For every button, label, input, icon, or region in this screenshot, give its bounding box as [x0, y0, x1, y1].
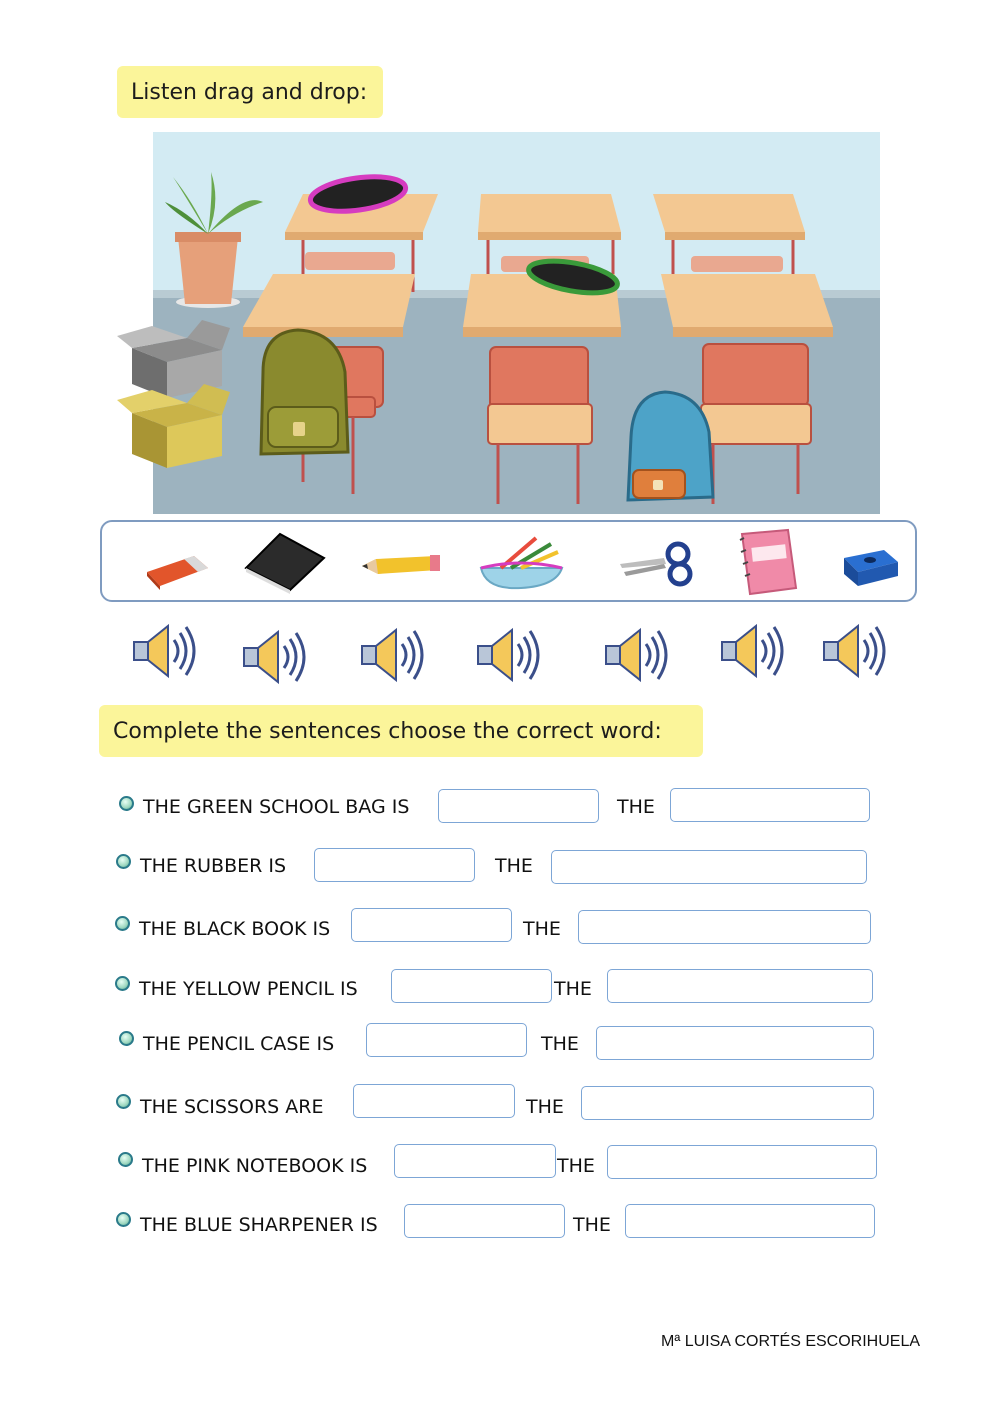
the-label: THE [557, 1155, 595, 1177]
author-credit: Mª LUISA CORTÉS ESCORIHUELA [661, 1333, 921, 1350]
draggable-items-tray [100, 520, 917, 602]
speaker-icon[interactable] [716, 620, 786, 682]
answer-blank-object[interactable] [596, 1026, 874, 1060]
radio-bullet[interactable] [119, 1031, 134, 1046]
drop-boxes [112, 318, 232, 478]
pencil-case-icon[interactable] [476, 528, 566, 596]
drag-drop-instruction-text: Listen drag and drop: [131, 79, 368, 105]
answer-blank-object[interactable] [578, 910, 871, 944]
sentence-text: THE RUBBER IS [140, 855, 287, 877]
sentence-text: THE YELLOW PENCIL IS [139, 978, 358, 1000]
the-label: THE [523, 918, 561, 940]
answer-blank-object[interactable] [607, 1145, 877, 1179]
speaker-icon[interactable] [472, 624, 542, 686]
grey-box-icon[interactable] [117, 320, 230, 398]
yellow-pencil-icon[interactable] [356, 528, 446, 596]
rubber-icon[interactable] [132, 528, 222, 596]
green-school-bag-icon [261, 330, 348, 454]
sentence-text: THE BLACK BOOK IS [139, 918, 331, 940]
pink-notebook-icon[interactable] [724, 528, 814, 596]
answer-blank-position[interactable] [314, 848, 475, 882]
the-label: THE [554, 978, 592, 1000]
blue-sharpener-icon[interactable] [826, 528, 916, 596]
speaker-icon[interactable] [128, 620, 198, 682]
sentence-text: THE SCISSORS ARE [140, 1096, 324, 1118]
speaker-icon[interactable] [600, 624, 670, 686]
speaker-icon[interactable] [356, 624, 426, 686]
black-book-icon[interactable] [240, 528, 330, 596]
speaker-icon[interactable] [818, 620, 888, 682]
the-label: THE [617, 796, 655, 818]
radio-bullet[interactable] [116, 1212, 131, 1227]
answer-blank-position[interactable] [366, 1023, 527, 1057]
the-label: THE [573, 1214, 611, 1236]
radio-bullet[interactable] [118, 1152, 133, 1167]
blue-school-bag-icon [628, 392, 713, 500]
scissors-icon[interactable] [614, 528, 704, 596]
the-label: THE [495, 855, 533, 877]
radio-bullet[interactable] [115, 916, 130, 931]
speaker-icon[interactable] [238, 626, 308, 688]
sentence-text: THE PINK NOTEBOOK IS [142, 1155, 368, 1177]
complete-sentences-instruction-text: Complete the sentences choose the correct word: [113, 718, 662, 744]
radio-bullet[interactable] [115, 976, 130, 991]
answer-blank-object[interactable] [581, 1086, 874, 1120]
the-label: THE [541, 1033, 579, 1055]
answer-blank-object[interactable] [607, 969, 873, 1003]
answer-blank-position[interactable] [404, 1204, 565, 1238]
drag-drop-instruction [117, 66, 383, 118]
radio-bullet[interactable] [116, 1094, 131, 1109]
answer-blank-object[interactable] [670, 788, 870, 822]
radio-bullet[interactable] [116, 854, 131, 869]
complete-sentences-instruction [99, 705, 703, 757]
sentence-text: THE GREEN SCHOOL BAG IS [143, 796, 410, 818]
sentence-text: THE PENCIL CASE IS [143, 1033, 335, 1055]
answer-blank-position[interactable] [351, 908, 512, 942]
answer-blank-object[interactable] [625, 1204, 875, 1238]
yellow-box-icon[interactable] [117, 384, 230, 468]
answer-blank-position[interactable] [438, 789, 599, 823]
radio-bullet[interactable] [119, 796, 134, 811]
sentence-text: THE BLUE SHARPENER IS [140, 1214, 378, 1236]
answer-blank-position[interactable] [353, 1084, 515, 1118]
the-label: THE [526, 1096, 564, 1118]
classroom-scene [153, 132, 880, 514]
answer-blank-position[interactable] [391, 969, 552, 1003]
answer-blank-position[interactable] [394, 1144, 556, 1178]
answer-blank-object[interactable] [551, 850, 867, 884]
